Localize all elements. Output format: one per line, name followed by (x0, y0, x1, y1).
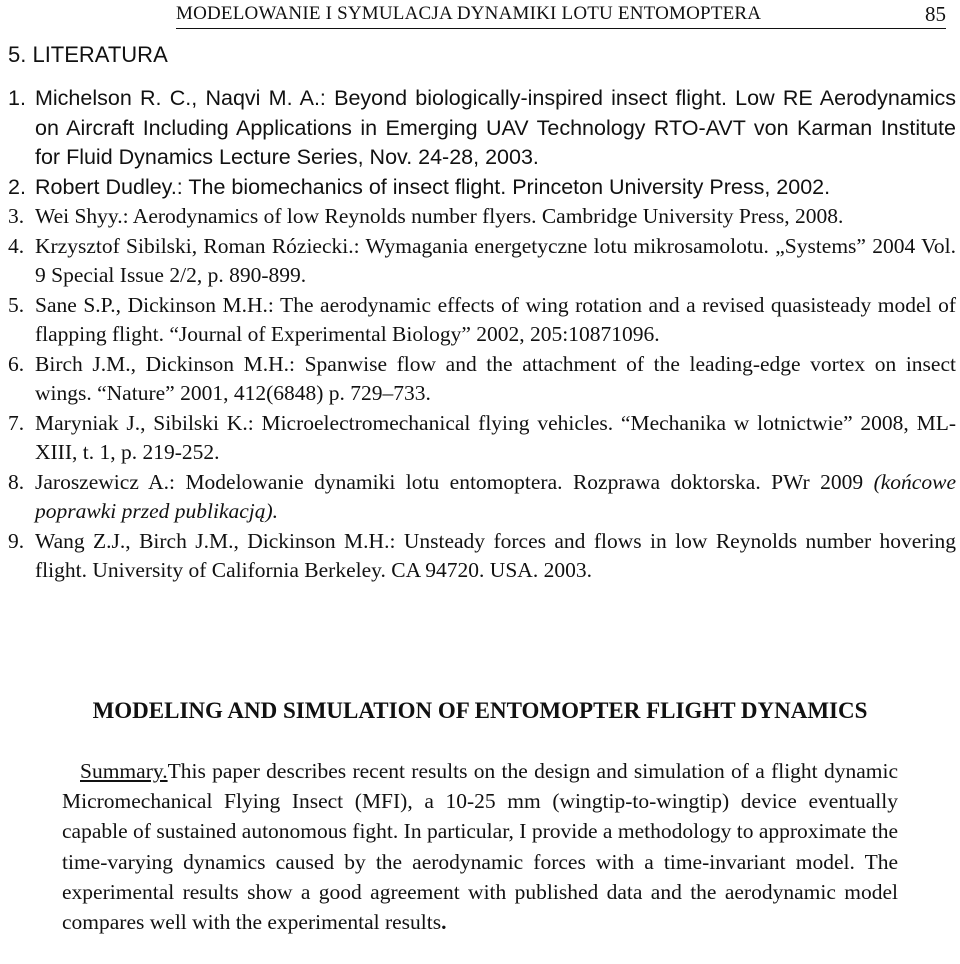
reference-segment: Birch J.M., Dickinson M.H.: Spanwise flow and the attachment of the leading-edge vortex on insect wings. “Nature” 2001, 412(6848) p. 729–733. (35, 351, 956, 405)
reference-segment: Sane S.P., Dickinson M.H.: The aerodynamic effects of wing rotation and a revised quasisteady model of flapping flight. “Journal of Experimental Biology” 2002, 205:10871096. (35, 292, 956, 346)
summary-label: Summary. (80, 759, 168, 783)
summary-paragraph (62, 756, 898, 937)
reference-text (35, 409, 956, 468)
running-header (176, 2, 946, 28)
reference-text (35, 468, 956, 527)
reference-number: 3. (8, 204, 25, 228)
reference-number: 5. (8, 292, 25, 317)
reference-item (8, 468, 956, 527)
reference-text (35, 84, 956, 173)
reference-item (8, 409, 956, 468)
reference-segment: Michelson R. C., Naqvi M. A.: Beyond biologically-inspired insect flight. Low RE Aerodynamics on Aircraft Including Applications in Emerging UAV Technology RTO-AVT von Karman Institute for Fluid Dynamics Lecture Series, Nov. 24-28, 2003. (35, 86, 956, 169)
reference-number: 7. (8, 410, 25, 435)
reference-text (35, 202, 956, 232)
reference-segment-italic: (końcowe poprawki przed publikacją). (35, 469, 956, 523)
header-rule (176, 28, 946, 29)
reference-item (8, 527, 956, 586)
reference-number: 4. (8, 233, 25, 258)
reference-number: 6. (8, 351, 25, 376)
reference-item (8, 291, 956, 350)
english-title: MODELING AND SIMULATION OF ENTOMOPTER FLIGHT DYNAMICS (92, 698, 868, 723)
page-number: 85 (925, 2, 946, 26)
section-heading: 5. LITERATURA (8, 42, 168, 67)
summary-end: . (441, 910, 447, 935)
running-title: MODELOWANIE I SYMULACJA DYNAMIKI LOTU ENTOMOPTERA (176, 3, 762, 24)
reference-number: 1. (8, 86, 26, 110)
reference-number: 2. (8, 174, 26, 199)
reference-segment: Wang Z.J., Birch J.M., Dickinson M.H.: Unsteady forces and flows in low Reynolds number hovering flight. University of California Berkeley. CA 94720. USA. 2003. (35, 528, 956, 582)
reference-segment: Krzysztof Sibilski, Roman Róziecki.: Wymagania energetyczne lotu mikrosamolotu. „Systems” 2004 Vol. 9 Special Issue 2/2, p. 890-899. (35, 233, 956, 287)
reference-number: 9. (8, 528, 25, 553)
reference-segment: Wei Shyy.: Aerodynamics of low Reynolds number flyers. Cambridge University Press, 2008. (35, 204, 844, 228)
reference-text (35, 232, 956, 291)
reference-item (8, 84, 956, 173)
reference-segment: Jaroszewicz A.: Modelowanie dynamiki lotu entomoptera. Rozprawa doktorska. PWr 2009 (35, 469, 874, 494)
reference-item (8, 350, 956, 409)
summary-text: This paper describes recent results on the design and simulation of a flight dynamic Micromechanical Flying Insect (MFI), a 10-25 mm (wingtip-to-wingtip) device eventually capable of sustained autonomous fight. In particular, I provide a methodology to approximate the time-varying dynamics caused by the aerodynamic forces with a time-invariant model. The experimental results show a good agreement with published data and the aerodynamic model compares well with the experimental results (62, 759, 898, 935)
reference-number: 8. (8, 469, 25, 494)
reference-text (35, 173, 956, 203)
reference-item (8, 202, 956, 232)
reference-item (8, 173, 956, 203)
reference-text (35, 350, 956, 409)
reference-list (8, 84, 956, 586)
reference-segment: Robert Dudley.: The biomechanics of insect flight. Princeton University Press, 2002. (35, 174, 831, 199)
reference-item (8, 232, 956, 291)
reference-text (35, 291, 956, 350)
reference-text (35, 527, 956, 586)
reference-segment: Maryniak J., Sibilski K.: Microelectromechanical flying vehicles. “Mechanika w lotnictwie” 2008, ML-XIII, t. 1, p. 219-252. (35, 410, 956, 464)
